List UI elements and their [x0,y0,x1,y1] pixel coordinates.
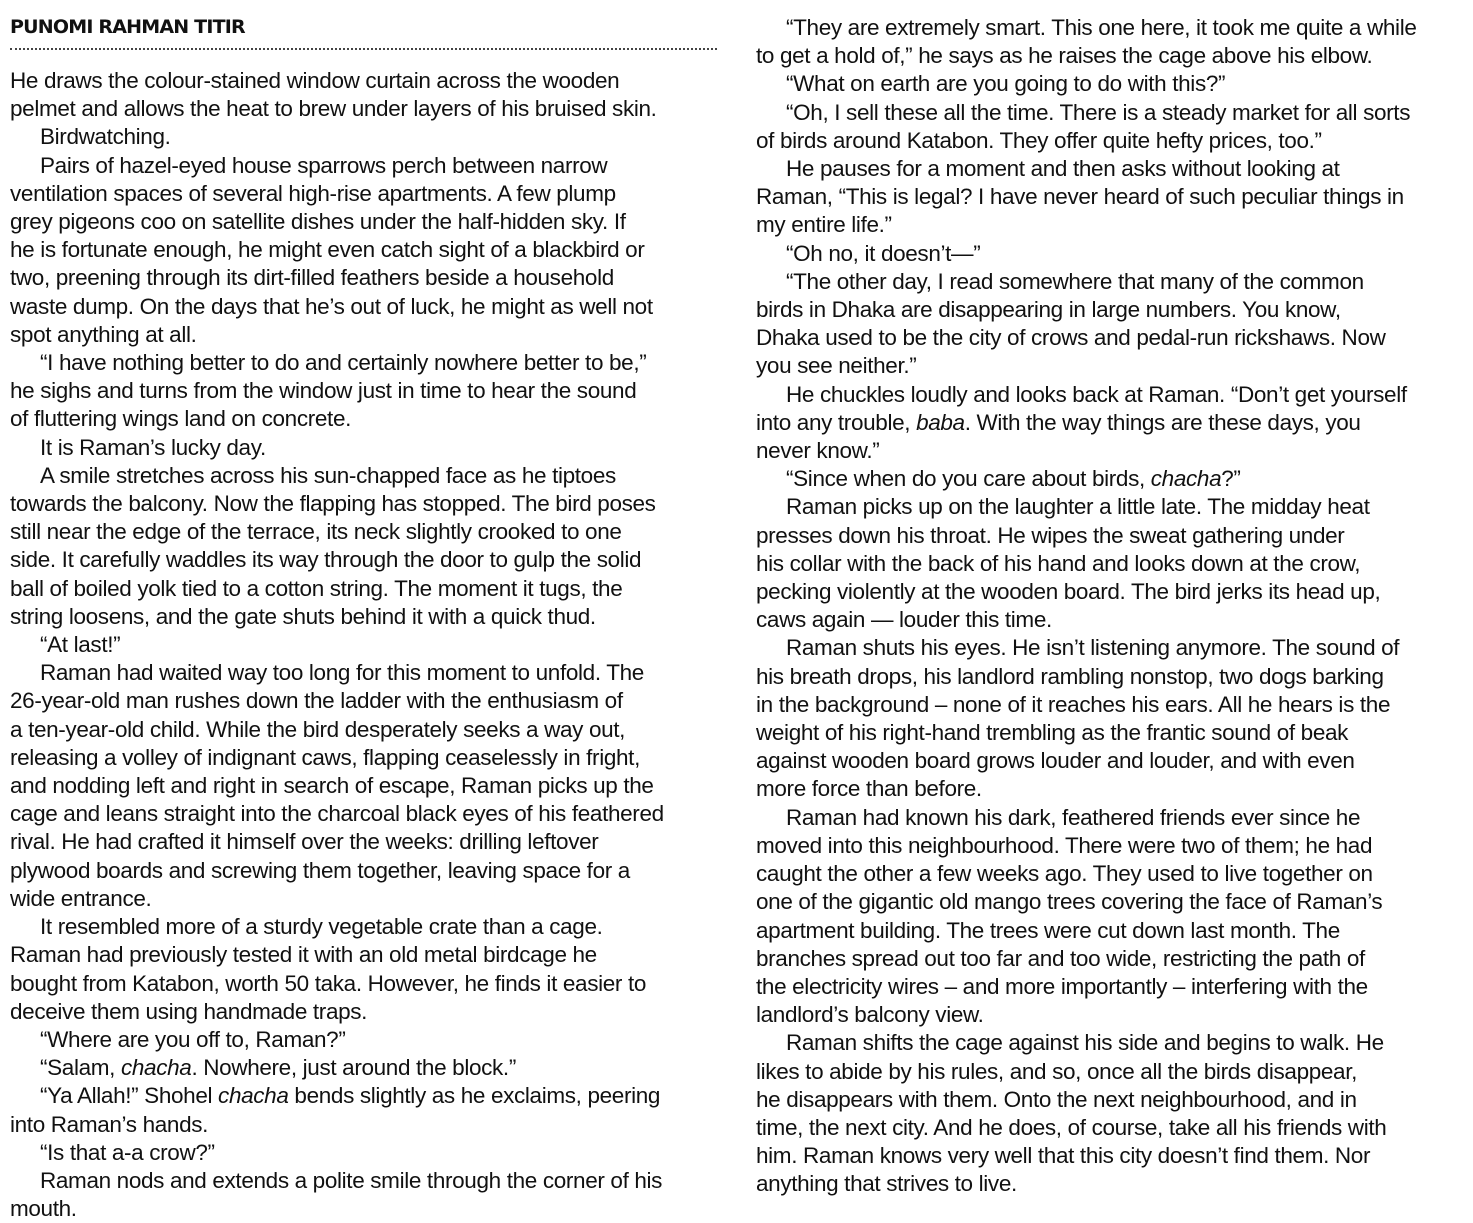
paragraph-line: into any trouble, baba. With the way things are these days, you [756,409,1361,435]
paragraph-line: He draws the colour-stained window curtain across the wooden [10,68,620,93]
paragraph-line: side. It carefully waddles its way through the door to gulp the solid [10,547,642,573]
story-paragraph [756,465,1468,493]
paragraph-line: “The other day, I read somewhere that many of the common [786,268,1364,294]
paragraph-line: apartment building. The trees were cut down last month. The [756,917,1340,943]
paragraph-line: him. Raman knows very well that this city doesn’t find them. Nor [756,1143,1371,1169]
story-paragraph [10,659,722,913]
paragraph-line: releasing a volley of indignant caws, flapping ceaselessly in fright, [10,744,640,770]
paragraph-line: weight of his right-hand trembling as the frantic sound of beak [756,720,1349,746]
story-paragraph [10,123,722,151]
paragraph-line: string loosens, and the gate shuts behind it with a quick thud. [10,603,596,629]
paragraph-line: anything that strives to live. [756,1171,1017,1197]
paragraph-line: “What on earth are you going to do with this?” [786,71,1226,97]
paragraph-line: presses down his throat. He wipes the sweat gathering under [756,522,1345,548]
paragraph-line: 26-year-old man rushes down the ladder with the enthusiasm of [10,688,623,714]
right-text-column [756,14,1468,1199]
paragraph-line: of fluttering wings land on concrete. [10,406,352,432]
paragraph-line: against wooden board grows louder and louder, and with even [756,748,1355,774]
paragraph-line: a ten-year-old child. While the bird desperately seeks a way out, [10,716,626,742]
paragraph-line: he disappears with them. Onto the next neighbourhood, and in [756,1086,1357,1112]
paragraph-line: Raman nods and extends a polite smile through the corner of his [40,1167,663,1193]
paragraph-line: he is fortunate enough, he might even catch sight of a blackbird or [10,237,645,263]
paragraph-line: you see neither.” [756,353,917,379]
story-paragraph [10,434,722,462]
story-paragraph [10,462,722,631]
story-paragraph [10,1082,722,1138]
paragraph-line: Raman had waited way too long for this moment to unfold. The [40,660,644,686]
paragraph-line: “They are extremely smart. This one here, it took me quite a while [786,15,1417,40]
story-paragraph [756,493,1468,634]
paragraph-line: and nodding left and right in search of escape, Raman picks up the [10,773,654,799]
paragraph-line: ventilation spaces of several high-rise apartments. A few plump [10,180,616,206]
paragraph-line: pecking violently at the wooden board. The bird jerks its head up, [756,579,1381,605]
left-text-column [10,67,722,1223]
paragraph-line: Birdwatching. [40,124,171,150]
paragraph-line: his breath drops, his landlord rambling nonstop, two dogs barking [756,663,1384,689]
paragraph-line: still near the edge of the terrace, its neck slightly crooked to one [10,519,622,545]
paragraph-line: more force than before. [756,776,982,802]
paragraph-line: deceive them using handmade traps. [10,998,368,1024]
paragraph-line: branches spread out too far and too wide, restricting the path of [756,945,1365,971]
paragraph-line: his collar with the back of his hand and looks down at the crow, [756,550,1361,576]
paragraph-line: “Oh no, it doesn’t—” [786,240,981,266]
paragraph-line: the electricity wires – and more importantly – interfering with the [756,973,1368,999]
paragraph-line: mouth. [10,1196,77,1222]
story-paragraph [756,240,1468,268]
story-paragraph [756,381,1468,466]
paragraph-line: Raman had previously tested it with an old metal birdcage he [10,942,597,968]
paragraph-line: plywood boards and screwing them together, leaving space for a [10,857,630,883]
paragraph-line: spot anything at all. [10,321,197,347]
paragraph-line: “Ya Allah!” Shohel chacha bends slightly as he exclaims, peering [40,1083,661,1109]
paragraph-line: “Is that a-a crow?” [40,1139,215,1165]
paragraph-line: Pairs of hazel-eyed house sparrows perch between narrow [40,152,608,178]
paragraph-line: to get a hold of,” he says as he raises the cage above his elbow. [756,43,1373,69]
paragraph-line: He chuckles loudly and looks back at Raman. “Don’t get yourself [786,381,1407,407]
paragraph-line: Raman, “This is legal? I have never heard of such peculiar things in [756,184,1404,210]
paragraph-line: likes to abide by his rules, and so, once all the birds disappear, [756,1058,1358,1084]
paragraph-line: “Salam, chacha. Nowhere, just around the block.” [40,1055,516,1081]
story-paragraph [10,67,722,123]
paragraph-line: of birds around Katabon. They offer quite hefty prices, too.” [756,127,1322,153]
paragraph-line: Raman picks up on the laughter a little late. The midday heat [786,494,1370,520]
paragraph-line: waste dump. On the days that he’s out of luck, he might as well not [10,293,653,319]
paragraph-line: “I have nothing better to do and certainly nowhere better to be,” [40,350,647,376]
paragraph-line: “Since when do you care about birds, chacha?” [786,466,1241,492]
paragraph-line: It resembled more of a sturdy vegetable crate than a cage. [40,914,603,940]
paragraph-line: caught the other a few weeks ago. They used to live together on [756,861,1373,887]
story-paragraph [756,804,1468,1030]
paragraph-line: in the background – none of it reaches his ears. All he hears is the [756,691,1391,717]
paragraph-line: he sighs and turns from the window just in time to hear the sound [10,378,637,404]
story-paragraph [10,1026,722,1054]
story-paragraph [756,268,1468,381]
paragraph-line: two, preening through its dirt-filled feathers beside a household [10,265,614,291]
author-byline: PUNOMI RAHMAN TITIR [10,16,245,38]
byline-dotted-divider [10,48,717,50]
paragraph-line: wide entrance. [10,885,152,911]
paragraph-line: never know.” [756,438,880,464]
paragraph-line: one of the gigantic old mango trees covering the face of Raman’s [756,889,1383,915]
story-paragraph [756,70,1468,98]
paragraph-line: Raman shuts his eyes. He isn’t listening anymore. The sound of [786,635,1400,661]
paragraph-line: caws again — louder this time. [756,607,1052,633]
paragraph-line: “At last!” [40,632,121,658]
paragraph-line: It is Raman’s lucky day. [40,434,266,460]
paragraph-line: A smile stretches across his sun-chapped face as he tiptoes [40,462,616,488]
story-paragraph [756,14,1468,70]
story-paragraph [10,1139,722,1167]
story-paragraph [10,913,722,1026]
paragraph-line: grey pigeons coo on satellite dishes under the half-hidden sky. If [10,209,626,235]
story-paragraph [756,1029,1468,1198]
story-paragraph [756,634,1468,803]
paragraph-line: ball of boiled yolk tied to a cotton string. The moment it tugs, the [10,575,623,601]
paragraph-line: my entire life.” [756,212,892,238]
paragraph-line: moved into this neighbourhood. There were two of them; he had [756,832,1373,858]
story-paragraph [756,155,1468,240]
story-paragraph [10,631,722,659]
paragraph-line: time, the next city. And he does, of course, take all his friends with [756,1114,1387,1140]
paragraph-line: “Oh, I sell these all the time. There is a steady market for all sorts [786,99,1411,125]
paragraph-line: into Raman’s hands. [10,1111,209,1137]
paragraph-line: Raman had known his dark, feathered friends ever since he [786,804,1361,830]
paragraph-line: Dhaka used to be the city of crows and pedal-run rickshaws. Now [756,325,1386,351]
paragraph-line: towards the balcony. Now the flapping has stopped. The bird poses [10,491,656,517]
paragraph-line: birds in Dhaka are disappearing in large numbers. You know, [756,297,1341,323]
paragraph-line: He pauses for a moment and then asks without looking at [786,156,1340,182]
story-paragraph [10,1167,722,1223]
story-paragraph [10,152,722,349]
story-paragraph [10,1054,722,1082]
paragraph-line: bought from Katabon, worth 50 taka. However, he finds it easier to [10,970,647,996]
story-paragraph [10,349,722,434]
paragraph-line: “Where are you off to, Raman?” [40,1026,346,1052]
paragraph-line: cage and leans straight into the charcoal black eyes of his feathered [10,801,664,827]
paragraph-line: landlord’s balcony view. [756,1002,984,1028]
paragraph-line: Raman shifts the cage against his side and begins to walk. He [786,1030,1384,1056]
paragraph-line: pelmet and allows the heat to brew under layers of his bruised skin. [10,96,657,122]
story-paragraph [756,99,1468,155]
paragraph-line: rival. He had crafted it himself over the weeks: drilling leftover [10,829,599,855]
